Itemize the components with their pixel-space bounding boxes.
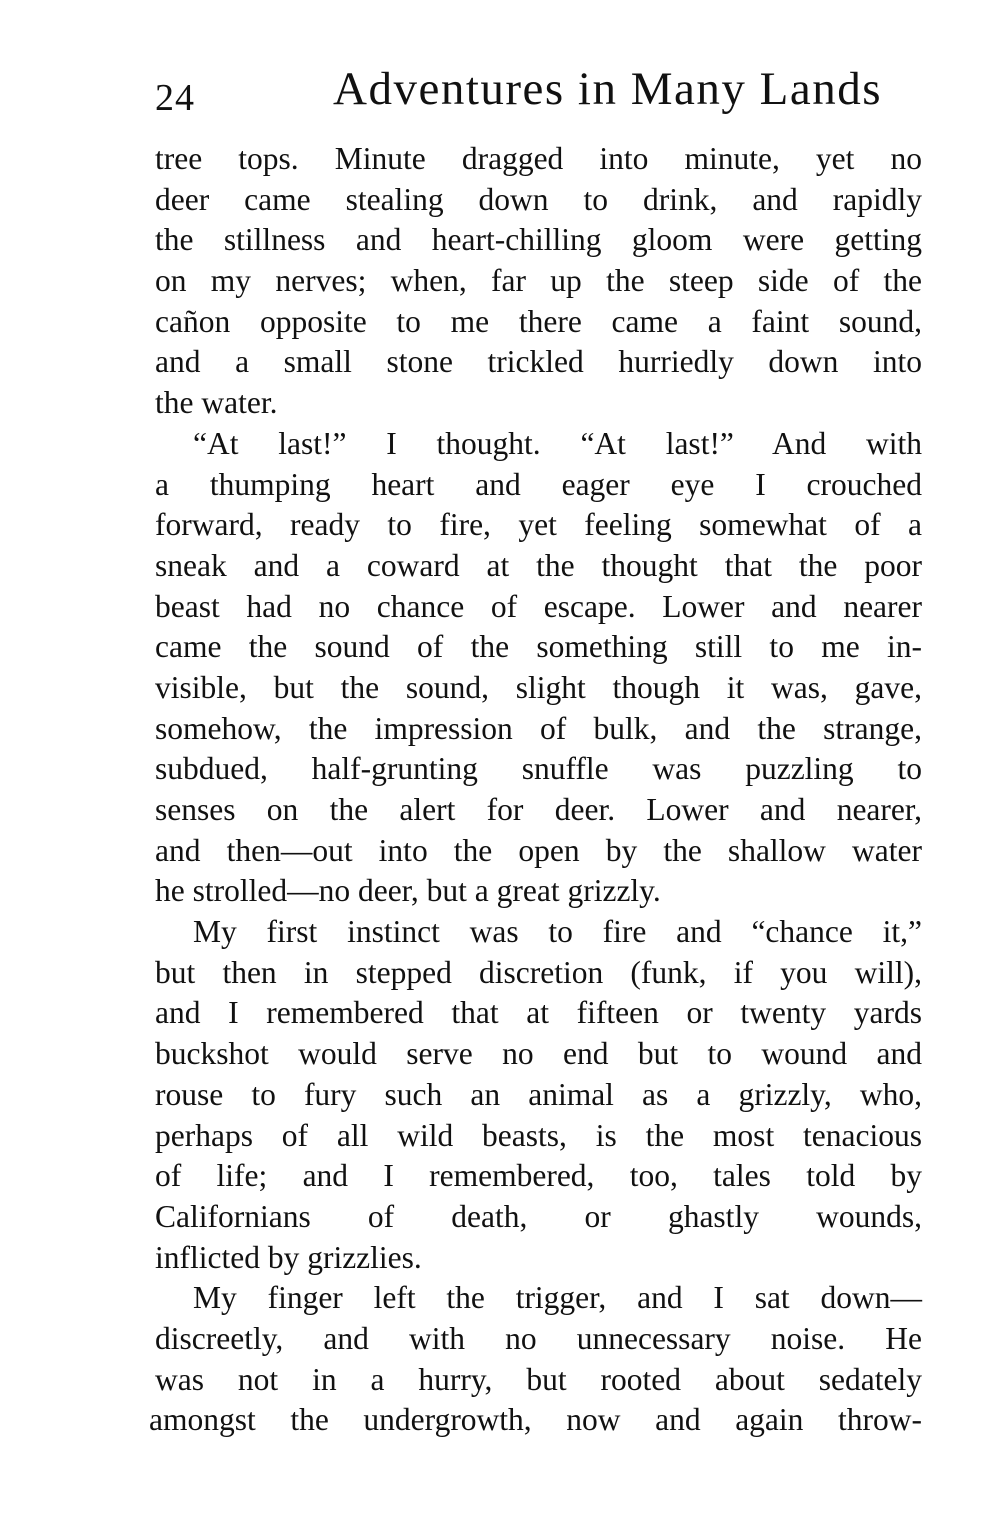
text-line: the water. <box>155 385 278 421</box>
text-line: cañon opposite to me there came a faint sound, <box>155 303 922 339</box>
text-line: tree tops. Minute dragged into minute, yet no <box>155 141 922 176</box>
text-line: a thumping heart and eager eye I crouched <box>155 466 922 502</box>
text-line: somehow, the impression of bulk, and the strange, <box>155 710 922 746</box>
text-line: forward, ready to fire, yet feeling somewhat of a <box>155 507 922 543</box>
text-line: My finger left the trigger, and I sat down— <box>193 1280 922 1316</box>
text-line: My first instinct was to fire and “chance it,” <box>193 914 922 950</box>
text-line: senses on the alert for deer. Lower and nearer, <box>155 792 922 827</box>
page-header <box>155 62 882 122</box>
text-line: “At last!” I thought. “At last!” And with <box>193 425 922 461</box>
body-text <box>149 139 922 1441</box>
running-title: Adventures in Many Lands <box>333 63 882 115</box>
text-line: came the sound of the something still to me in- <box>155 629 922 665</box>
text-line: discreetly, and with no unnecessary noise. He <box>155 1320 922 1356</box>
text-line: subdued, half-grunting snuffle was puzzling to <box>155 751 922 787</box>
text-line: visible, but the sound, slight though it was, gave, <box>155 669 922 705</box>
text-line: and a small stone trickled hurriedly down into <box>155 344 922 380</box>
text-line: on my nerves; when, far up the steep side of the <box>155 263 922 299</box>
text-line: Californians of death, or ghastly wounds, <box>155 1198 922 1234</box>
text-line: inflicted by grizzlies. <box>155 1239 422 1275</box>
text-line: and I remembered that at fifteen or twenty yards <box>155 995 922 1031</box>
text-line: and then—out into the open by the shallow water <box>155 832 922 868</box>
text-line: of life; and I remembered, too, tales told by <box>155 1158 922 1194</box>
text-line: deer came stealing down to drink, and rapidly <box>155 181 922 217</box>
text-line: but then in stepped discretion (funk, if you will), <box>155 954 922 990</box>
text-line: perhaps of all wild beasts, is the most tenacious <box>155 1117 922 1153</box>
text-line: amongst the undergrowth, now and again throw- <box>149 1402 922 1438</box>
text-line: was not in a hurry, but rooted about sedately <box>155 1361 922 1397</box>
text-line: beast had no chance of escape. Lower and nearer <box>155 588 922 624</box>
text-line: sneak and a coward at the thought that the poor <box>155 547 922 583</box>
page-number: 24 <box>155 77 195 119</box>
text-line: the stillness and heart-chilling gloom were getting <box>155 222 922 258</box>
text-line: he strolled—no deer, but a great grizzly. <box>155 873 661 909</box>
text-line: rouse to fury such an animal as a grizzly, who, <box>155 1076 922 1112</box>
text-line: buckshot would serve no end but to wound and <box>155 1036 922 1072</box>
